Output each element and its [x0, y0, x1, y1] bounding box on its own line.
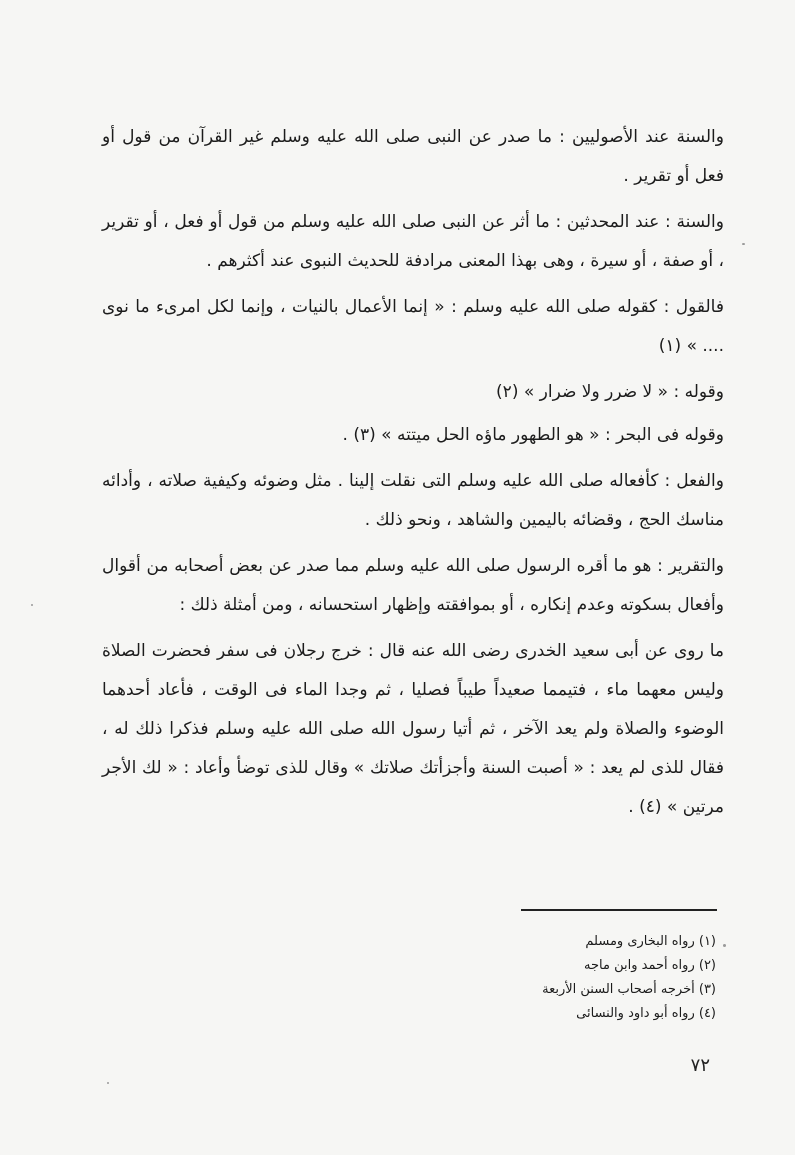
paragraph-la-darar: وقوله : « لا ضرر ولا ضرار » (٢)	[496, 382, 724, 402]
footnotes	[420, 930, 716, 1026]
paragraph-sunnah-usul: والسنة عند الأصوليين : ما صدر عن النبى صلى الله عليه وسلم غير القرآن من قول أو فعل أو تقرير .	[102, 127, 724, 186]
scan-speck	[742, 243, 745, 245]
footnote-4: (٤) رواه أبو داود والنسائى	[576, 1006, 716, 1021]
scan-speck	[723, 944, 726, 947]
paragraph-al-bahr: وقوله فى البحر : « هو الطهور ماؤه الحل ميتته » (٣) .	[342, 425, 724, 445]
footnote-3: (٣) أخرجه أصحاب السنن الأربعة	[542, 982, 716, 997]
scan-speck	[107, 1082, 109, 1084]
paragraph-taqrir: والتقرير : هو ما أقره الرسول صلى الله عليه وسلم مما صدر عن بعض أصحابه من أقوال وأفعال بسكوته وعدم إنكاره ، أو بموافقته وإظهار استحسانه ، ومن أمثلة ذلك :	[102, 556, 724, 615]
footnote-1: (١) رواه البخارى ومسلم	[585, 934, 716, 949]
footnote-2: (٢) رواه أحمد وابن ماجه	[584, 958, 716, 973]
paragraph-sunnah-muhaddithin: والسنة : عند المحدثين : ما أثر عن النبى صلى الله عليه وسلم من قول أو فعل ، أو تقرير ، أو صفة ، أو سيرة ، وهى بهذا المعنى مرادفة للحديث النبوى عند أكثرهم .	[102, 212, 724, 271]
paragraph-qawl: فالقول : كقوله صلى الله عليه وسلم : « إنما الأعمال بالنيات ، وإنما لكل امرىء ما نوى .... » (١)	[102, 297, 724, 356]
paragraph-fil: والفعل : كأفعاله صلى الله عليه وسلم التى نقلت إلينا . مثل وضوئه وكيفية صلاته ، وأدائه مناسك الحج ، وقضائه باليمين والشاهد ، ونحو ذلك .	[102, 471, 724, 530]
main-text	[102, 118, 724, 827]
scan-speck	[31, 604, 33, 606]
paragraph-hadith-example: ما روى عن أبى سعيد الخدرى رضى الله عنه قال : خرج رجلان فى سفر فحضرت الصلاة وليس معهما ماء ، فتيمما صعيداً طيباً فصليا ، ثم وجدا الماء فى الوقت ، فأعاد أحدهما الوضوء والصلاة ولم يعد الآخر ، ثم أتيا رسول الله صلى الله عليه وسلم فذكرا ذلك له ، فقال للذى لم يعد : « أصبت السنة وأجزأتك صلاتك » وقال للذى توضأ وأعاد : « لك الأجر مرتين » (٤) .	[102, 641, 724, 817]
page-number: ٧٢	[690, 1055, 710, 1076]
footnote-divider	[521, 909, 717, 911]
